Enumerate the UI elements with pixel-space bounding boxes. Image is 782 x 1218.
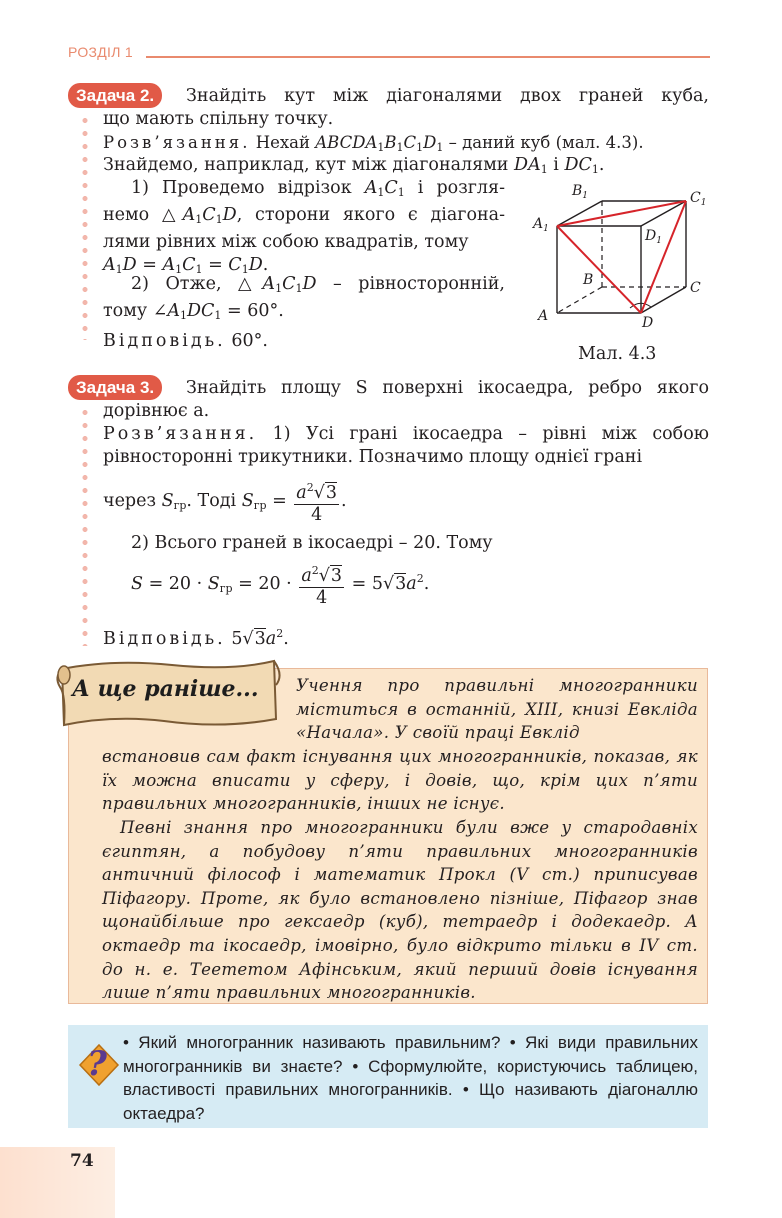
figure-caption: Мал. 4.3 (578, 344, 657, 364)
task2-solution-line2: Знайдемо, наприклад, кут між діагоналями $DA_1$ і $DC_1$. (103, 155, 605, 176)
task3-dots (82, 406, 88, 646)
svg-text:C1: $C_1$ (690, 190, 707, 208)
task2-statement-line1: Знайдіть кут між діагоналями двох граней куба, (186, 86, 709, 106)
task2-step2: 2) Отже, $\triangle A_1C_1D$ – рівносторонній, тому $\angle A_1DC_1 = 60^\circ$. (103, 274, 506, 322)
page-number: 74 (70, 1151, 94, 1171)
task3-badge: Задача 3. (68, 375, 162, 400)
section-label: РОЗДІЛ 1 (68, 44, 134, 60)
svg-text:B: B (583, 272, 594, 288)
history-title: А ще раніше... (72, 676, 259, 702)
svg-text:B1: $B_1$ (572, 183, 589, 201)
questions-box (68, 1025, 708, 1128)
task2-answer (103, 330, 268, 353)
history-intro: Учення про правильні многогранники міститься в останній, XIII, книзі Евкліда «Начала». У своїй праці Евклід (296, 676, 698, 743)
history-banner (52, 655, 284, 733)
task2-solution-label: Розв’язання. (103, 133, 251, 152)
task2-answer-label: Відповідь. (103, 331, 226, 351)
task3-solution-text: Розв’язання. 1) Усі грані ікосаедра – рівні між собою рівносторонні трикутники. Позначимо площу однієї грані (103, 424, 709, 467)
task3-formula2: $S = 20 \cdot S_{гр} = 20$ · $\frac{a^2√3}{4}$ = $5√3a^2$. (131, 561, 429, 608)
svg-text:A1: $A_1$ (533, 216, 549, 234)
header-rule (146, 56, 710, 58)
page-number-box (0, 1147, 115, 1218)
cube-figure (530, 180, 720, 340)
svg-text:D1: $D_1$ (645, 228, 662, 246)
svg-text:A: A (538, 308, 549, 324)
svg-text:C: C (690, 280, 701, 296)
section-header (68, 44, 710, 64)
task3-statement-line1: Знайдіть площу S поверхні ікосаедра, ребро якого (186, 378, 709, 398)
task2-badge: Задача 2. (68, 83, 162, 108)
task2-dots (82, 114, 88, 340)
task3-formula1: через $S_{гр}$. Тоді $S_{гр}$ = $\frac{a^2√3}{4}$ . (103, 478, 347, 525)
history-paragraph2: Певні знання про многогранники були вже у стародавніх єгиптян, а побудову п’яти правильних многогранників античний філософ і математик Прокл (V ст.) приписував Піфагору. Проте, як було встановлено пізніше, Піфагор знав щонайбільше про гексаедр (куб), тетраедр і додекаедр. А октаедр та ікосаедр, імовірно, було відкрито тільки в IV ст. до н. е. Теететом Афінським, який перший довів існування лише п’яти правильних многогранників. (102, 818, 698, 1003)
task3-step2: 2) Всього граней в ікосаедрі – 20. Тому (131, 533, 493, 553)
task2-solution-line1: Розв’язання. Нехай $ABCDA_1B_1C_1D_1$ – даний куб (мал. 4.3). (103, 133, 644, 154)
questions-text: • Який многогранник називають правильним? • Які види правильних многогранників ви знаєте? • Сформулюйте, користуючись таблицею, властивості правильних многогранників. • Що називають діагоналлю октаедра? (123, 1033, 698, 1123)
history-paragraph1: встановив сам факт існування цих многогранників, показав, як їх можна вписати у сферу, і довів, що, крім цих п’яти правильних многогранників, інших не існує. (102, 747, 698, 814)
task3-answer-label: Відповідь. (103, 629, 226, 649)
task3-statement-line2: дорівнює a. (103, 401, 210, 421)
task3-answer: Відповідь. $5√3a^2$. (103, 627, 289, 649)
task2-statement-line2: що мають спільну точку. (103, 109, 334, 129)
task3-solution-label: Розв’язання. (103, 424, 258, 444)
svg-text:D: D (642, 315, 654, 331)
svg-text:?: ? (87, 1044, 107, 1084)
task2-step1: 1) Проведемо відрізок $A_1C_1$ і розгля-немо $\triangle A_1C_1D$, сторони якого є діагона-лями рівних між собою квадратів, тому $A_1D = A_1C_1 = C_1D$. (103, 178, 505, 276)
task2-answer-value: 60°. (231, 331, 268, 351)
question-mark-icon (76, 1035, 122, 1089)
